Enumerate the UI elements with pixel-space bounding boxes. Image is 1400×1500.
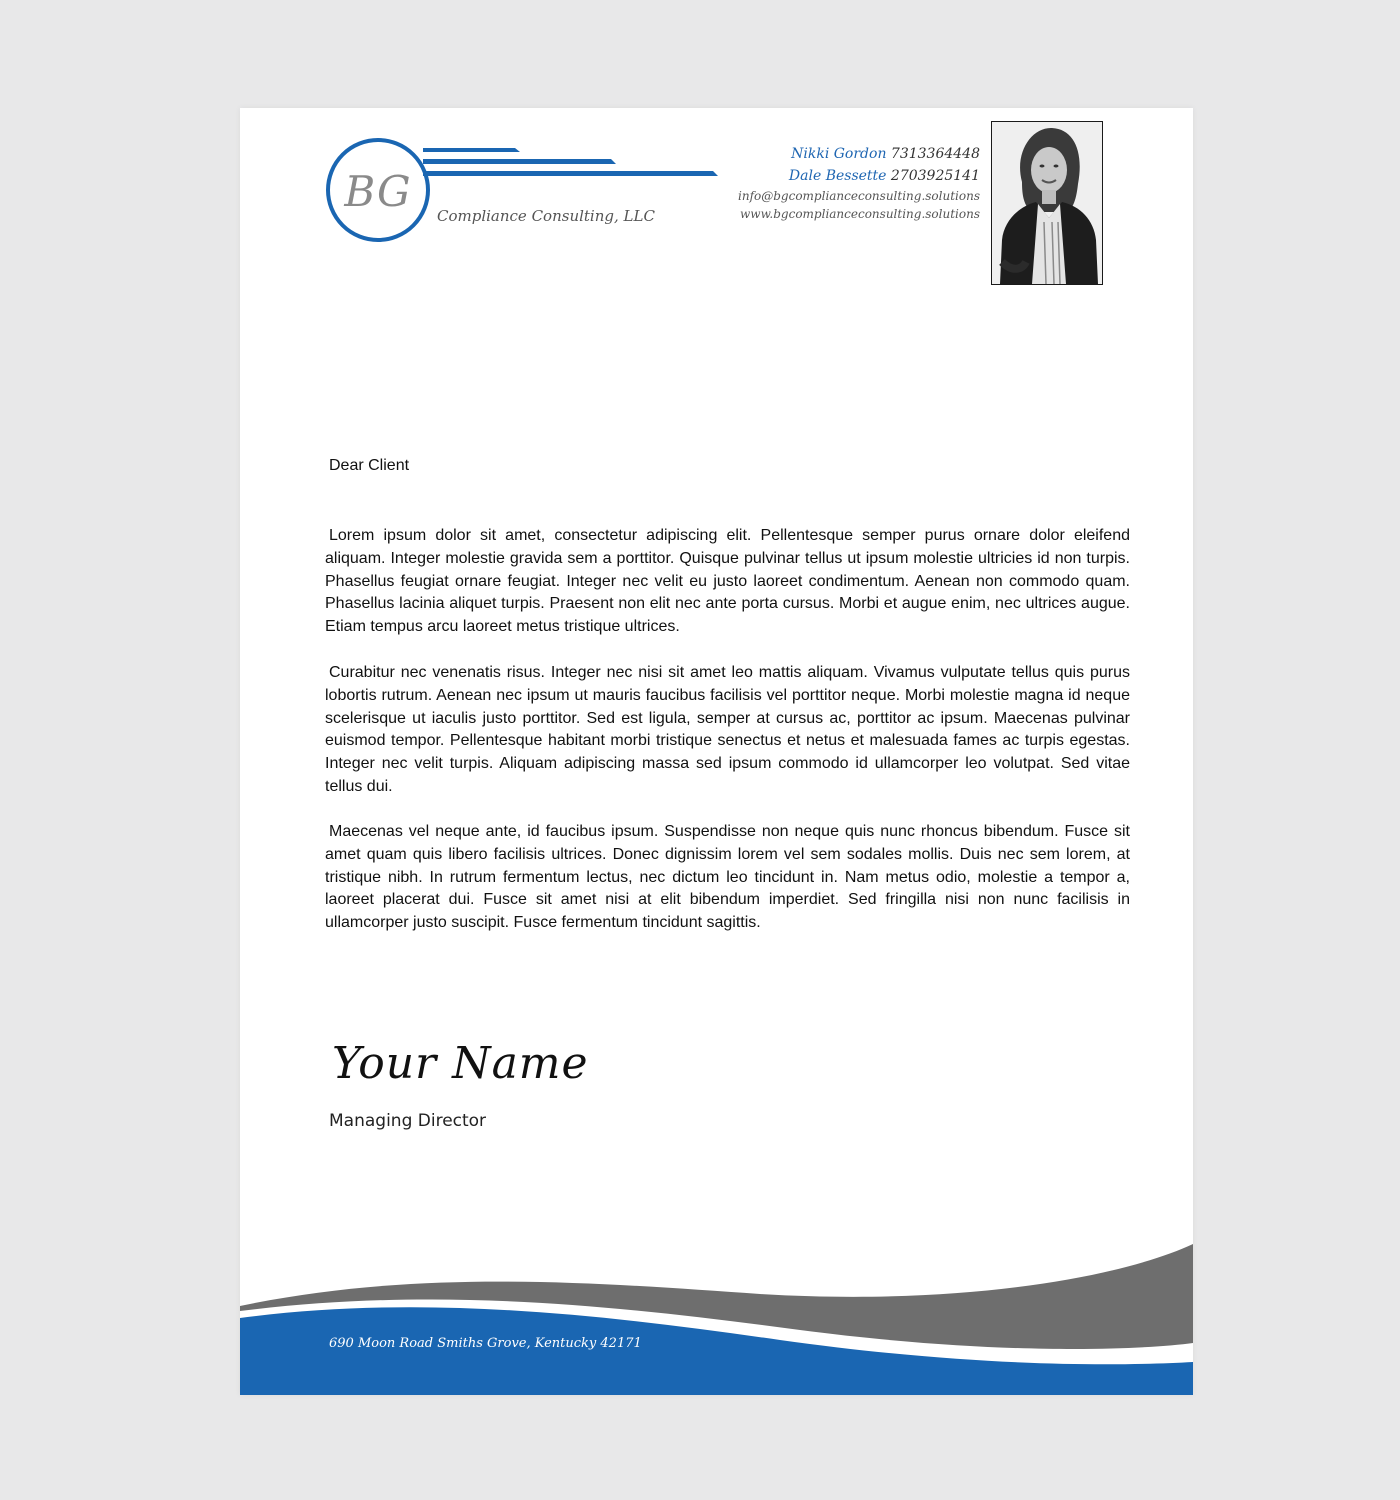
letter-paragraph-1: Lorem ipsum dolor sit amet, consectetur adipiscing elit. Pellentesque semper purus ornare dolor eleifend aliquam. Integer molestie gravida sem a porttitor. Quisque pulvinar tellus ut ipsum molestie ultricies id non turpis. Phasellus feugiat ornare feugiat. Integer nec velit eu justo laoreet condimentum. Aenean non commodo quam. Phasellus lacinia aliquet turpis. Praesent non elit nec ante porta cursus. Morbi et augue enim, nec ultrices augue. Etiam tempus arcu laoreet metus tristique ultrices. <box>325 527 1130 636</box>
salutation: Dear Client <box>329 457 410 474</box>
signature-title: Managing Director <box>329 1111 487 1131</box>
portrait-photo <box>991 121 1103 285</box>
letterhead-page <box>240 108 1193 1395</box>
company-logo <box>325 133 725 253</box>
contact-name-2: Dale Bessette <box>788 168 887 184</box>
contact-person-2 <box>680 165 980 187</box>
letter-paragraph-3: Maecenas vel neque ante, id faucibus ipsum. Suspendisse non neque quis nunc rhoncus bibendum. Fusce sit amet quam quis libero facilisis ultrices. Donec dignissim lorem vel sem sodales mollis. Duis nec sem lorem, at tristique nibh. In rutrum fermentum lectus, nec dictum leo tincidunt in. Nam metus odio, molestie a tempor a, laoreet placerat dui. Fusce sit amet nisi at elit bibendum imperdiet. Sed fringilla nisi non nunc facilisis in ullamcorper justo suscipit. Fusce fermentum tincidunt sagittis. <box>325 823 1130 932</box>
contact-phone-1: 7313364448 <box>890 146 980 162</box>
signature: Your Name <box>332 1038 589 1089</box>
contact-website: www.bgcomplianceconsulting.solutions <box>740 207 980 221</box>
contact-person-1 <box>680 143 980 165</box>
company-name: Compliance Consulting, LLC <box>437 207 655 225</box>
contact-block <box>680 143 980 223</box>
contact-phone-2: 2703925141 <box>890 168 980 184</box>
footer-address: 690 Moon Road Smiths Grove, Kentucky 42171 <box>329 1336 642 1351</box>
logo-monogram: BG <box>344 167 412 216</box>
contact-name-1: Nikki Gordon <box>791 146 887 162</box>
footer-wave <box>240 1228 1193 1395</box>
letter-paragraph-2: Curabitur nec venenatis risus. Integer nec nisi sit amet leo mattis aliquam. Vivamus vulputate tellus quis purus lobortis rutrum. Aenean nec ipsum ut mauris faucibus facilisis vel porttitor neque. Morbi molestie magna id neque scelerisque ut iaculis justo porttitor. Sed est ligula, semper at cursus ac, porttitor ac ipsum. Maecenas pulvinar euismod tempor. Pellentesque habitant morbi tristique senectus et netus et malesuada fames ac turpis egestas. Integer nec velit turpis. Aliquam adipiscing massa sed ipsum commodo id ullamcorper leo volutpat. Sed vitae tellus dui. <box>325 664 1130 795</box>
contact-email: info@bgcomplianceconsulting.solutions <box>738 189 980 203</box>
